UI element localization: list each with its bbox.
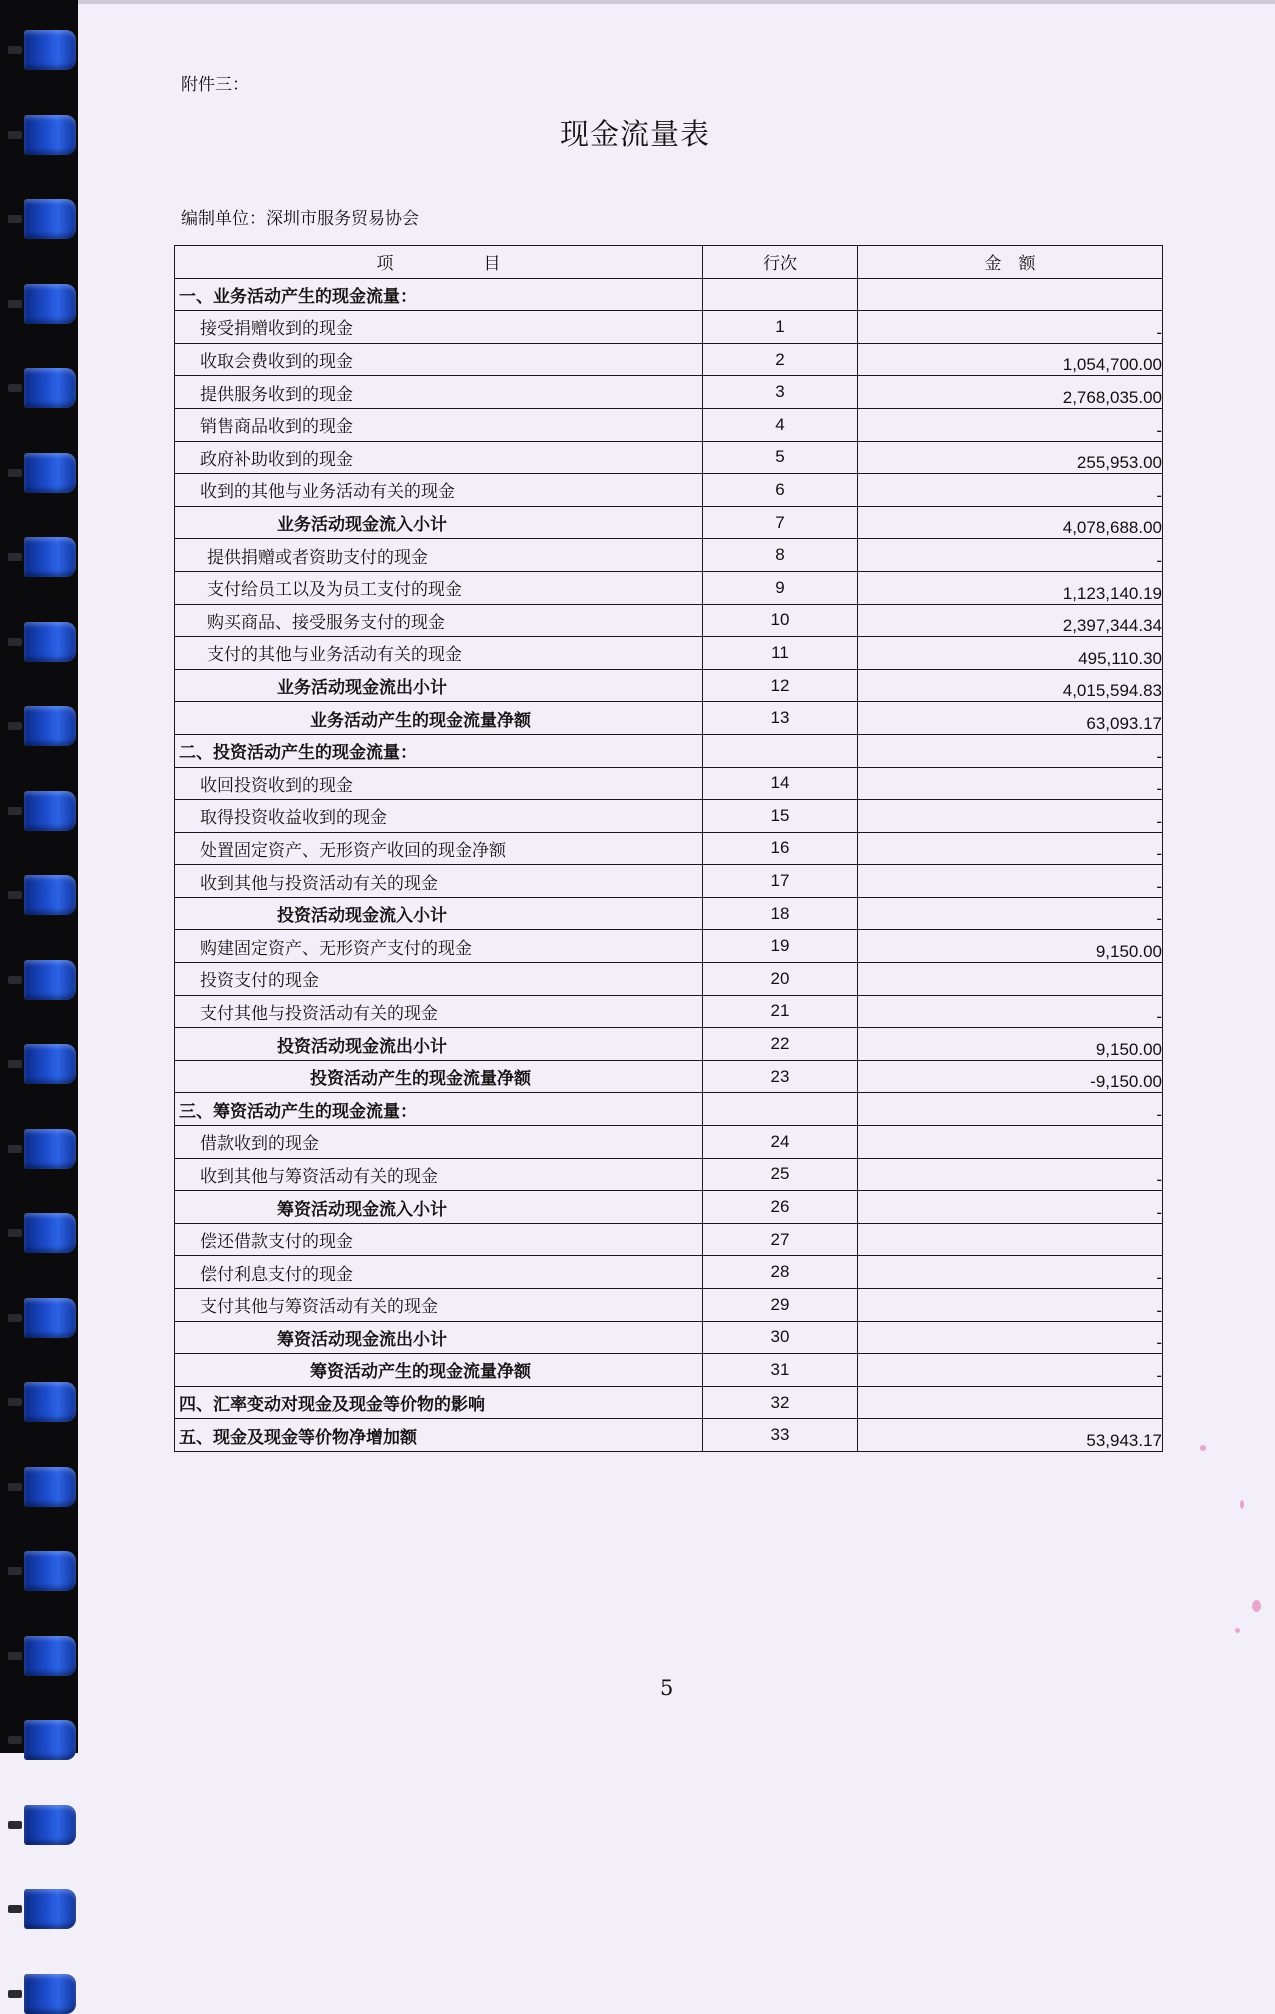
- table-row: [175, 343, 1163, 376]
- row-amount: -: [858, 832, 1163, 865]
- row-item-label: 销售商品收到的现金: [175, 408, 703, 441]
- row-amount: 9,150.00: [858, 930, 1163, 963]
- binding-hole: [8, 1905, 22, 1913]
- table-row: [175, 1419, 1163, 1452]
- row-item-label: 处置固定资产、无形资产收回的现金净额: [175, 832, 703, 865]
- row-item-label: 二、投资活动产生的现金流量：: [175, 734, 703, 767]
- table-row: [175, 311, 1163, 344]
- table-row: [175, 734, 1163, 767]
- binding-ring: [24, 1974, 76, 2014]
- binding-ring: [24, 453, 76, 493]
- binding-hole: [8, 131, 22, 139]
- binding-hole: [8, 722, 22, 730]
- row-item-label: 投资活动现金流出小计: [175, 1028, 703, 1061]
- binding-ring: [24, 284, 76, 324]
- binding-hole: [8, 46, 22, 54]
- row-number: 13: [703, 702, 858, 735]
- row-item-label: 业务活动产生的现金流量净额: [175, 702, 703, 735]
- cash-flow-table: [174, 245, 1163, 1452]
- binding-ring: [24, 1129, 76, 1169]
- binding-hole: [8, 553, 22, 561]
- row-number: 15: [703, 800, 858, 833]
- row-item-label: 投资活动产生的现金流量净额: [175, 1060, 703, 1093]
- column-header-item-a: 项: [376, 254, 394, 275]
- binding-ring: [24, 960, 76, 1000]
- row-item-label: 支付给员工以及为员工支付的现金: [175, 571, 703, 604]
- row-amount: -: [858, 1093, 1163, 1126]
- row-amount: 4,078,688.00: [858, 506, 1163, 539]
- column-header-item-b: 目: [483, 254, 501, 275]
- row-number: [703, 734, 858, 767]
- row-item-label: 业务活动现金流出小计: [175, 669, 703, 702]
- row-number: 30: [703, 1321, 858, 1354]
- binding-ring: [24, 1213, 76, 1253]
- row-item-label: 支付的其他与业务活动有关的现金: [175, 637, 703, 670]
- page-number: 5: [660, 1676, 674, 1700]
- row-item-label: 筹资活动现金流出小计: [175, 1321, 703, 1354]
- row-amount: -: [858, 1289, 1163, 1322]
- row-item-label: 提供捐赠或者资助支付的现金: [175, 539, 703, 572]
- binding-hole: [8, 215, 22, 223]
- table-row: [175, 702, 1163, 735]
- row-number: 8: [703, 539, 858, 572]
- row-number: 4: [703, 408, 858, 441]
- binding-ring: [24, 1298, 76, 1338]
- binding-hole: [8, 1145, 22, 1153]
- table-row: [175, 441, 1163, 474]
- ink-stain: [1235, 1628, 1240, 1633]
- binding-ring: [24, 1805, 76, 1845]
- table-header-row: [175, 246, 1163, 279]
- row-amount: 53,943.17: [858, 1419, 1163, 1452]
- row-number: 22: [703, 1028, 858, 1061]
- table-row: [175, 506, 1163, 539]
- binding-ring: [24, 30, 76, 70]
- row-amount: -: [858, 1191, 1163, 1224]
- row-item-label: 支付其他与投资活动有关的现金: [175, 995, 703, 1028]
- row-amount: -: [858, 767, 1163, 800]
- row-item-label: 收回投资收到的现金: [175, 767, 703, 800]
- table-row: [175, 1289, 1163, 1322]
- table-row: [175, 1223, 1163, 1256]
- row-amount: -: [858, 1354, 1163, 1387]
- attachment-label: 附件三：: [181, 75, 249, 95]
- binding-ring: [24, 368, 76, 408]
- row-item-label: 收到其他与筹资活动有关的现金: [175, 1158, 703, 1191]
- row-item-label: 接受捐赠收到的现金: [175, 311, 703, 344]
- table-row: [175, 376, 1163, 409]
- row-amount: -: [858, 897, 1163, 930]
- row-item-label: 偿付利息支付的现金: [175, 1256, 703, 1289]
- row-item-label: 取得投资收益收到的现金: [175, 800, 703, 833]
- binding-ring: [24, 1889, 76, 1929]
- binding-hole: [8, 1398, 22, 1406]
- row-item-label: 业务活动现金流入小计: [175, 506, 703, 539]
- row-number: 16: [703, 832, 858, 865]
- binding-hole: [8, 807, 22, 815]
- row-number: [703, 278, 858, 311]
- row-number: 33: [703, 1419, 858, 1452]
- row-number: 6: [703, 474, 858, 507]
- binding-ring: [24, 791, 76, 831]
- row-number: 29: [703, 1289, 858, 1322]
- row-amount: 2,768,035.00: [858, 376, 1163, 409]
- binding-ring: [24, 875, 76, 915]
- row-item-label: 购建固定资产、无形资产支付的现金: [175, 930, 703, 963]
- row-number: 20: [703, 963, 858, 996]
- table-row: [175, 1191, 1163, 1224]
- row-item-label: 偿还借款支付的现金: [175, 1223, 703, 1256]
- page-title: 现金流量表: [560, 117, 711, 151]
- row-item-label: 一、业务活动产生的现金流量：: [175, 278, 703, 311]
- binding-hole: [8, 976, 22, 984]
- row-amount: 9,150.00: [858, 1028, 1163, 1061]
- row-number: 28: [703, 1256, 858, 1289]
- row-number: 25: [703, 1158, 858, 1191]
- row-number: 27: [703, 1223, 858, 1256]
- table-row: [175, 1093, 1163, 1126]
- column-header-row-no: 行次: [703, 246, 858, 279]
- binding-hole: [8, 638, 22, 646]
- row-amount: [858, 1126, 1163, 1159]
- binding-hole: [8, 1229, 22, 1237]
- row-number: 31: [703, 1354, 858, 1387]
- row-number: 1: [703, 311, 858, 344]
- row-number: 2: [703, 343, 858, 376]
- table-row: [175, 800, 1163, 833]
- table-row: [175, 474, 1163, 507]
- row-number: 11: [703, 637, 858, 670]
- row-amount: -: [858, 865, 1163, 898]
- row-amount: 1,123,140.19: [858, 571, 1163, 604]
- row-item-label: 三、筹资活动产生的现金流量：: [175, 1093, 703, 1126]
- table-row: [175, 1028, 1163, 1061]
- row-item-label: 收取会费收到的现金: [175, 343, 703, 376]
- row-number: 24: [703, 1126, 858, 1159]
- table-row: [175, 897, 1163, 930]
- row-amount: 255,953.00: [858, 441, 1163, 474]
- binding-ring: [24, 1551, 76, 1591]
- row-amount: -: [858, 734, 1163, 767]
- binding-hole: [8, 384, 22, 392]
- row-amount: -: [858, 1256, 1163, 1289]
- binding-hole: [8, 1652, 22, 1660]
- table-row: [175, 1158, 1163, 1191]
- row-amount: -9,150.00: [858, 1060, 1163, 1093]
- row-item-label: 收到的其他与业务活动有关的现金: [175, 474, 703, 507]
- table-row: [175, 637, 1163, 670]
- row-amount: -: [858, 539, 1163, 572]
- row-item-label: 政府补助收到的现金: [175, 441, 703, 474]
- ink-stain: [1252, 1600, 1261, 1612]
- row-amount: -: [858, 1158, 1163, 1191]
- row-item-label: 支付其他与筹资活动有关的现金: [175, 1289, 703, 1322]
- row-item-label: 投资支付的现金: [175, 963, 703, 996]
- table-row: [175, 1386, 1163, 1419]
- binding-ring: [24, 1467, 76, 1507]
- row-number: 23: [703, 1060, 858, 1093]
- binding-ring: [24, 1636, 76, 1676]
- row-amount: -: [858, 474, 1163, 507]
- table-row: [175, 865, 1163, 898]
- row-item-label: 购买商品、接受服务支付的现金: [175, 604, 703, 637]
- table-row: [175, 832, 1163, 865]
- binding-hole: [8, 1060, 22, 1068]
- table-row: [175, 1060, 1163, 1093]
- row-number: 3: [703, 376, 858, 409]
- table-row: [175, 571, 1163, 604]
- binding-hole: [8, 469, 22, 477]
- table-row: [175, 1321, 1163, 1354]
- table-row: [175, 604, 1163, 637]
- binding-hole: [8, 1314, 22, 1322]
- table-row: [175, 1126, 1163, 1159]
- row-amount: [858, 1223, 1163, 1256]
- table-row: [175, 930, 1163, 963]
- binding-ring: [24, 706, 76, 746]
- table-row: [175, 669, 1163, 702]
- binding-ring: [24, 537, 76, 577]
- row-item-label: 借款收到的现金: [175, 1126, 703, 1159]
- binding-hole: [8, 1567, 22, 1575]
- row-amount: 4,015,594.83: [858, 669, 1163, 702]
- row-amount: 495,110.30: [858, 637, 1163, 670]
- row-number: 10: [703, 604, 858, 637]
- row-number: 17: [703, 865, 858, 898]
- row-amount: -: [858, 311, 1163, 344]
- row-amount: 1,054,700.00: [858, 343, 1163, 376]
- row-number: 18: [703, 897, 858, 930]
- row-amount: -: [858, 800, 1163, 833]
- row-number: 19: [703, 930, 858, 963]
- row-amount: [858, 963, 1163, 996]
- table-row: [175, 278, 1163, 311]
- row-number: 5: [703, 441, 858, 474]
- row-amount: -: [858, 1321, 1163, 1354]
- row-number: [703, 1093, 858, 1126]
- row-item-label: 收到其他与投资活动有关的现金: [175, 865, 703, 898]
- table-row: [175, 1256, 1163, 1289]
- row-item-label: 投资活动现金流入小计: [175, 897, 703, 930]
- binding-ring: [24, 622, 76, 662]
- binding-ring: [24, 1382, 76, 1422]
- binding-hole: [8, 1821, 22, 1829]
- binding-ring: [24, 1720, 76, 1760]
- preparing-unit: 编制单位：深圳市服务贸易协会: [181, 209, 419, 229]
- binding-ring: [24, 1044, 76, 1084]
- row-number: 32: [703, 1386, 858, 1419]
- page-top-edge: [78, 0, 1275, 4]
- binding-hole: [8, 1736, 22, 1744]
- row-number: 7: [703, 506, 858, 539]
- row-item-label: 筹资活动产生的现金流量净额: [175, 1354, 703, 1387]
- row-amount: -: [858, 408, 1163, 441]
- ink-stain: [1240, 1500, 1244, 1509]
- binding-hole: [8, 300, 22, 308]
- row-item-label: 提供服务收到的现金: [175, 376, 703, 409]
- table-row: [175, 963, 1163, 996]
- row-item-label: 五、现金及现金等价物净增加额: [175, 1419, 703, 1452]
- ink-stain: [1200, 1445, 1206, 1451]
- table-row: [175, 539, 1163, 572]
- binding-hole: [8, 1990, 22, 1998]
- row-number: 12: [703, 669, 858, 702]
- binding-ring: [24, 199, 76, 239]
- row-amount: [858, 1386, 1163, 1419]
- row-amount: [858, 278, 1163, 311]
- binding-hole: [8, 891, 22, 899]
- row-amount: -: [858, 995, 1163, 1028]
- spiral-binding: [0, 0, 78, 1753]
- row-number: 9: [703, 571, 858, 604]
- row-number: 26: [703, 1191, 858, 1224]
- row-item-label: 筹资活动现金流入小计: [175, 1191, 703, 1224]
- table-row: [175, 408, 1163, 441]
- column-header-item: [175, 246, 703, 279]
- table-row: [175, 1354, 1163, 1387]
- row-number: 14: [703, 767, 858, 800]
- table-row: [175, 995, 1163, 1028]
- column-header-amount: 金 额: [858, 246, 1163, 279]
- row-number: 21: [703, 995, 858, 1028]
- binding-ring: [24, 115, 76, 155]
- table-row: [175, 767, 1163, 800]
- row-item-label: 四、汇率变动对现金及现金等价物的影响: [175, 1386, 703, 1419]
- binding-hole: [8, 1483, 22, 1491]
- row-amount: 63,093.17: [858, 702, 1163, 735]
- row-amount: 2,397,344.34: [858, 604, 1163, 637]
